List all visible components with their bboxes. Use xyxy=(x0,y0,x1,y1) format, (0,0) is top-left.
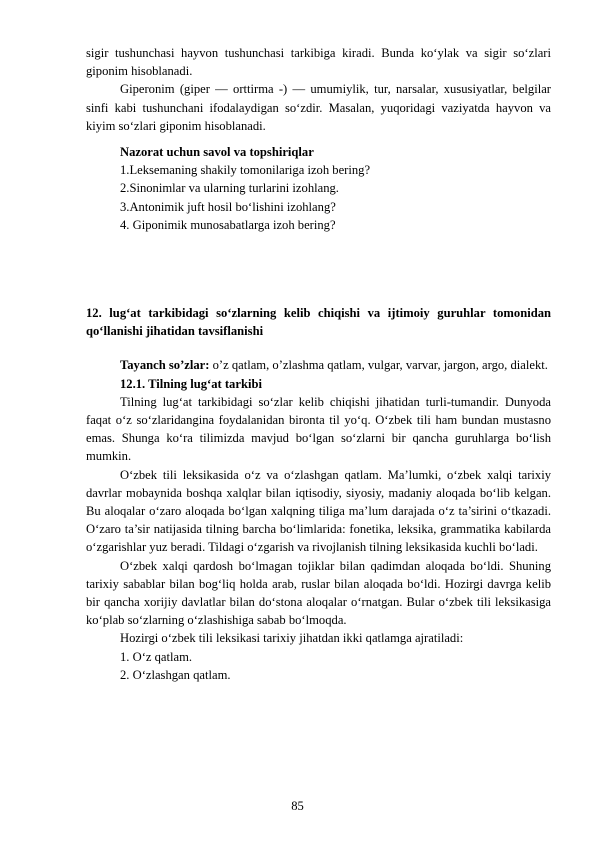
spacer xyxy=(86,135,551,143)
document-page xyxy=(86,44,551,684)
question-item-3: 3.Antonimik juft hosil bo‘lishini izohlang? xyxy=(120,199,336,214)
keywords-text: o’z qatlam, o’zlashma qatlam, vulgar, varvar, jargon, argo, dialekt. xyxy=(209,358,548,373)
layers-intro: Hozirgi o‘zbek tili leksikasi tarixiy jihatdan ikki qatlamga ajratiladi: xyxy=(120,631,464,646)
intro-paragraph-1: sigir tushunchasi hayvon tushunchasi tarkibiga kiradi. Bunda ko‘ylak va sigir so‘zlari giponim hisoblanadi. xyxy=(86,46,551,79)
question-item-1: 1.Leksemaning shakily tomonilariga izoh bering? xyxy=(120,163,371,178)
keywords-label: Tayanch so’zlar: xyxy=(120,358,210,373)
intro-paragraph-2: Giperonim (giper — orttirma -) — umumiylik, tur, narsalar, xususiyatlar, belgilar sinfi kabi tushunchani ifodalaydigan so‘zdir. Masalan, yuqoridagi vaziyatda hayvon va kiyim so‘zlari giponim hisoblanadi. xyxy=(86,82,551,133)
body-paragraph-2: O‘zbek tili leksikasida o‘z va o‘zlashgan qatlam. Ma’lumki, o‘zbek xalqi tarixiy davrlar mobaynida boshqa xalqlar bilan iqtisodiy, siyosiy, madaniy aloqada bo‘lib kelgan. Bu aloqalar o‘zaro aloqada bo‘lgan xalqning tiliga ma’lum darajada o‘z ta’sirini o‘tkazadi. O‘zaro ta’sir natijasida tilning barcha bo‘limlarida: fonetika, leksika, grammatika kabilarda o‘zgarishlar yuz beradi. Tildagi o‘zgarish va rivojlanish tilning leksikasida kuchli bo‘ladi. xyxy=(86,467,551,555)
spacer xyxy=(86,234,551,304)
layer-item-1: 1. O‘z qatlam. xyxy=(120,649,193,664)
page-number: 85 xyxy=(291,799,304,813)
spacer xyxy=(86,340,551,356)
section-title: 12.1. Tilning lug‘at tarkibi xyxy=(120,376,262,391)
question-item-4: 4. Giponimik munosabatlarga izoh bering? xyxy=(120,217,336,232)
chapter-title: 12. lug‘at tarkibidagi so‘zlarning kelib chiqishi va ijtimoiy guruhlar tomonidan qo‘llanishi jihatidan tavsiflanishi xyxy=(86,306,551,339)
body-paragraph-3: O‘zbek xalqi qardosh bo‘lmagan tojiklar bilan qadimdan aloqada bo‘ldi. Shuning tarixiy sabablar bilan bog‘liq holda arab, ruslar bilan aloqada bo‘ldi. Hozirgi davrga kelib bir qancha xorijiy davlatlar bilan do‘stona aloqalar o‘rnatgan. Bular o‘zbek tili leksikasiga ko‘plab so‘zlarning o‘zlashishiga sabab bo‘lmoqda. xyxy=(86,558,551,628)
question-item-2: 2.Sinonimlar va ularning turlarini izohlang. xyxy=(120,181,339,196)
body-paragraph-1: Tilning lug‘at tarkibidagi so‘zlar kelib chiqishi jihatidan turli-tumandir. Dunyoda faqat o‘z so‘zlaridangina foydalanidan bironta til yo‘q. O‘zbek tili ham bundan mustasno emas. Shunga ko‘ra tilimizda mavjud bo‘lgan so‘zlarni bir qancha guruhlarga bo‘lish mumkin. xyxy=(86,394,551,464)
layer-item-2: 2. O‘zlashgan qatlam. xyxy=(120,667,231,682)
questions-heading: Nazorat uchun savol va topshiriqlar xyxy=(120,145,314,160)
keywords-paragraph xyxy=(86,356,551,374)
